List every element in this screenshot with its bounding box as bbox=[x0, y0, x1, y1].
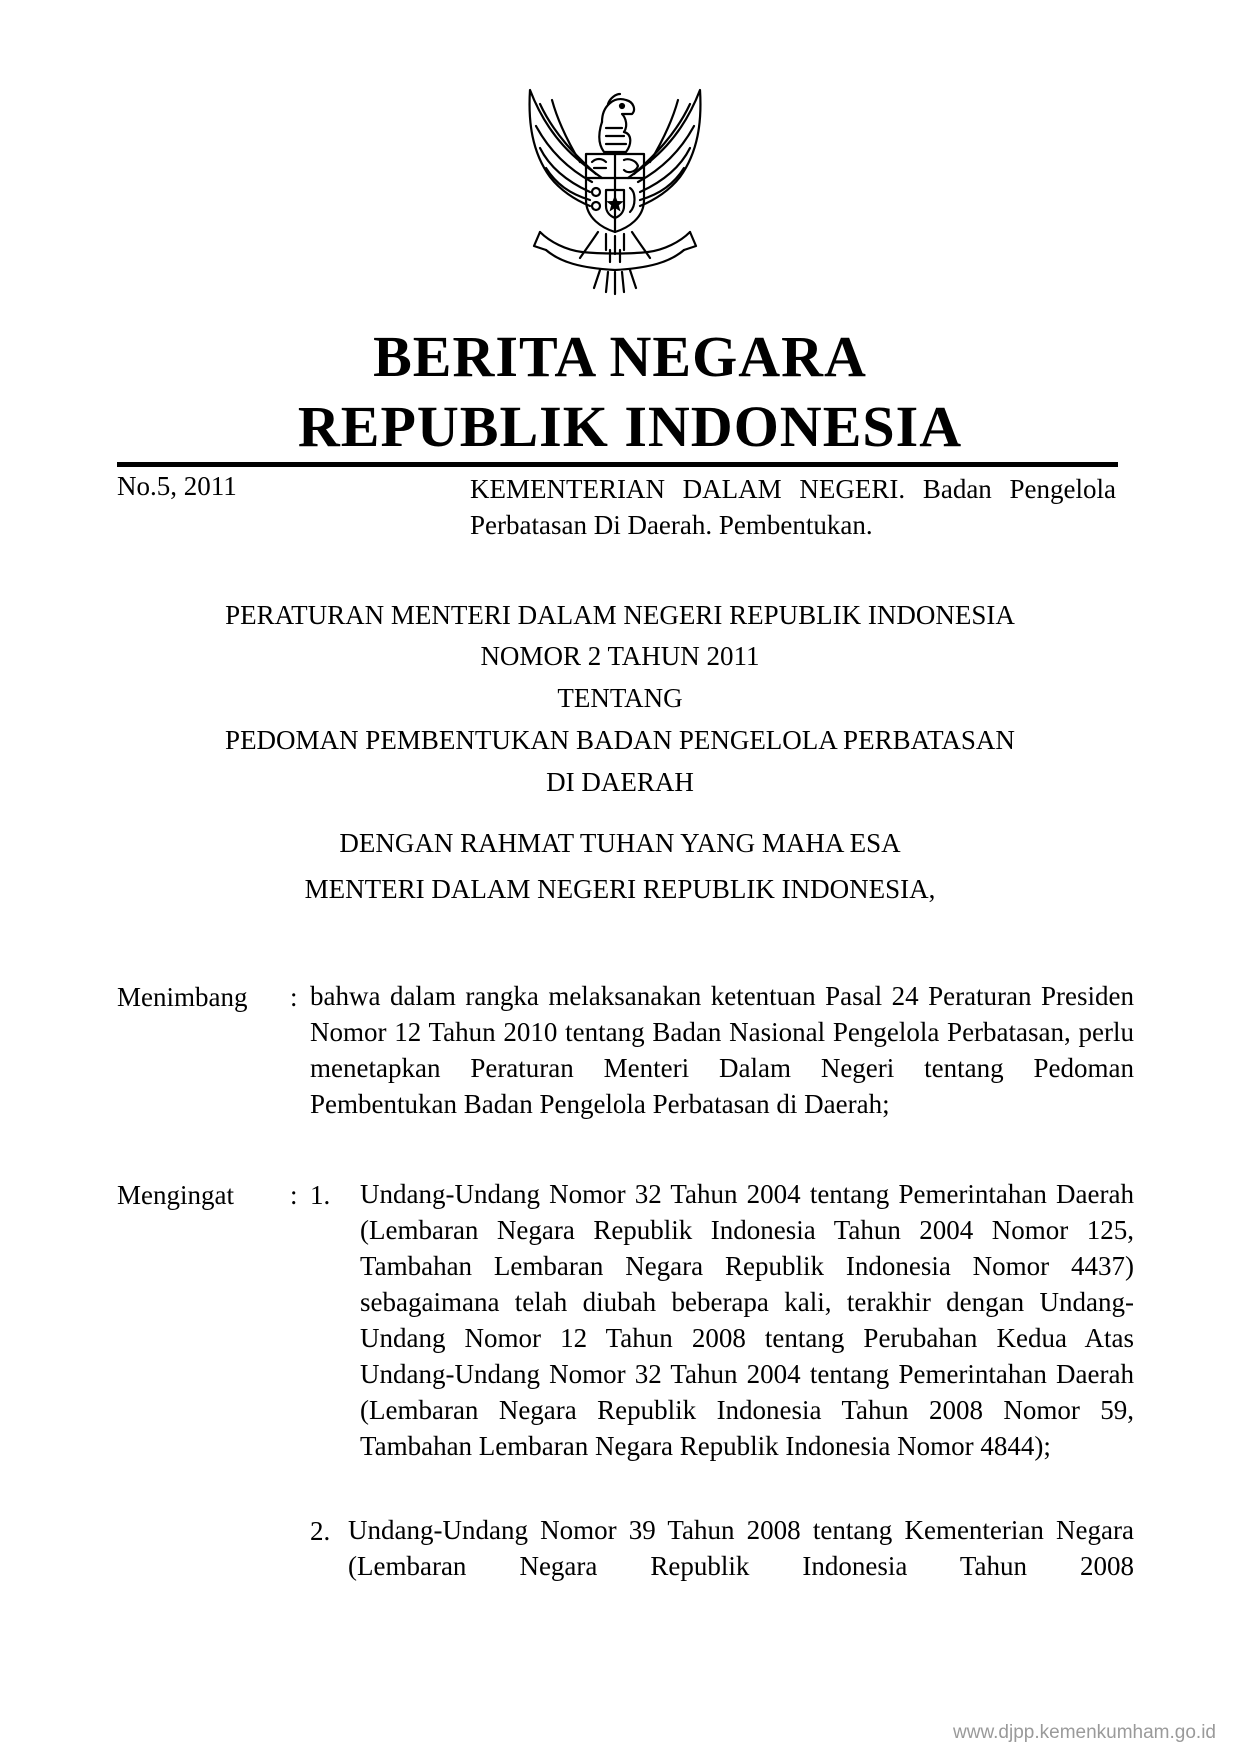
list-item-number: 1. bbox=[310, 1180, 331, 1210]
regulation-subject-line: PEDOMAN PEMBENTUKAN BADAN PENGELOLA PERBATASAN bbox=[225, 725, 1015, 755]
menimbang-label: Menimbang bbox=[117, 982, 248, 1012]
regulation-subject-line-2: DI DAERAH bbox=[546, 767, 694, 797]
gazette-subject: KEMENTERIAN DALAM NEGERI. Badan Pengelola Perbatasan Di Daerah. Pembentukan. bbox=[470, 474, 1116, 540]
masthead-rule bbox=[117, 462, 1118, 467]
garuda-emblem-icon bbox=[510, 82, 720, 298]
preamble-minister-line: MENTERI DALAM NEGERI REPUBLIK INDONESIA, bbox=[304, 874, 936, 904]
list-item-text: Undang-Undang Nomor 39 Tahun 2008 tentang Kementerian Negara (Lembaran Negara Republik Indonesia Tahun 2008 bbox=[348, 1515, 1134, 1581]
regulation-tentang-line: TENTANG bbox=[557, 683, 683, 713]
regulation-number-line: NOMOR 2 TAHUN 2011 bbox=[480, 641, 760, 671]
menimbang-colon: : bbox=[290, 982, 298, 1012]
menimbang-text: bahwa dalam rangka melaksanakan ketentuan Pasal 24 Peraturan Presiden Nomor 12 Tahun 2010 tentang Badan Nasional Pengelola Perbatasan, perlu menetapkan Peraturan Menteri Dalam Negeri tentang Pedoman Pembentukan Badan Pengelola Perbatasan di Daerah; bbox=[310, 981, 1134, 1119]
mengingat-colon: : bbox=[290, 1180, 298, 1210]
masthead-subtitle: REPUBLIK INDONESIA bbox=[297, 394, 963, 459]
footer-url: www.djpp.kemenkumham.go.id bbox=[953, 1722, 1216, 1743]
regulation-title-line: PERATURAN MENTERI DALAM NEGERI REPUBLIK INDONESIA bbox=[225, 600, 1015, 630]
list-item-text: Undang-Undang Nomor 32 Tahun 2004 tentang Pemerintahan Daerah (Lembaran Negara Republik Indonesia Tahun 2004 Nomor 125, Tambahan Lembaran Negara Republik Indonesia Nomor 4437) sebagaimana telah diubah beberapa kali, terakhir dengan Undang-Undang Nomor 12 Tahun 2008 tentang Perubahan Kedua Atas Undang-Undang Nomor 32 Tahun 2004 tentang Pemerintahan Daerah (Lembaran Negara Republik Indonesia Tahun 2008 Nomor 59, Tambahan Lembaran Negara Republik Indonesia Nomor 4844); bbox=[360, 1179, 1134, 1461]
mengingat-label: Mengingat bbox=[117, 1180, 234, 1210]
gazette-number: No.5, 2011 bbox=[117, 471, 237, 501]
list-item-number: 2. bbox=[310, 1516, 331, 1546]
masthead-title: BERITA NEGARA bbox=[373, 324, 867, 389]
preamble-line: DENGAN RAHMAT TUHAN YANG MAHA ESA bbox=[339, 828, 901, 858]
